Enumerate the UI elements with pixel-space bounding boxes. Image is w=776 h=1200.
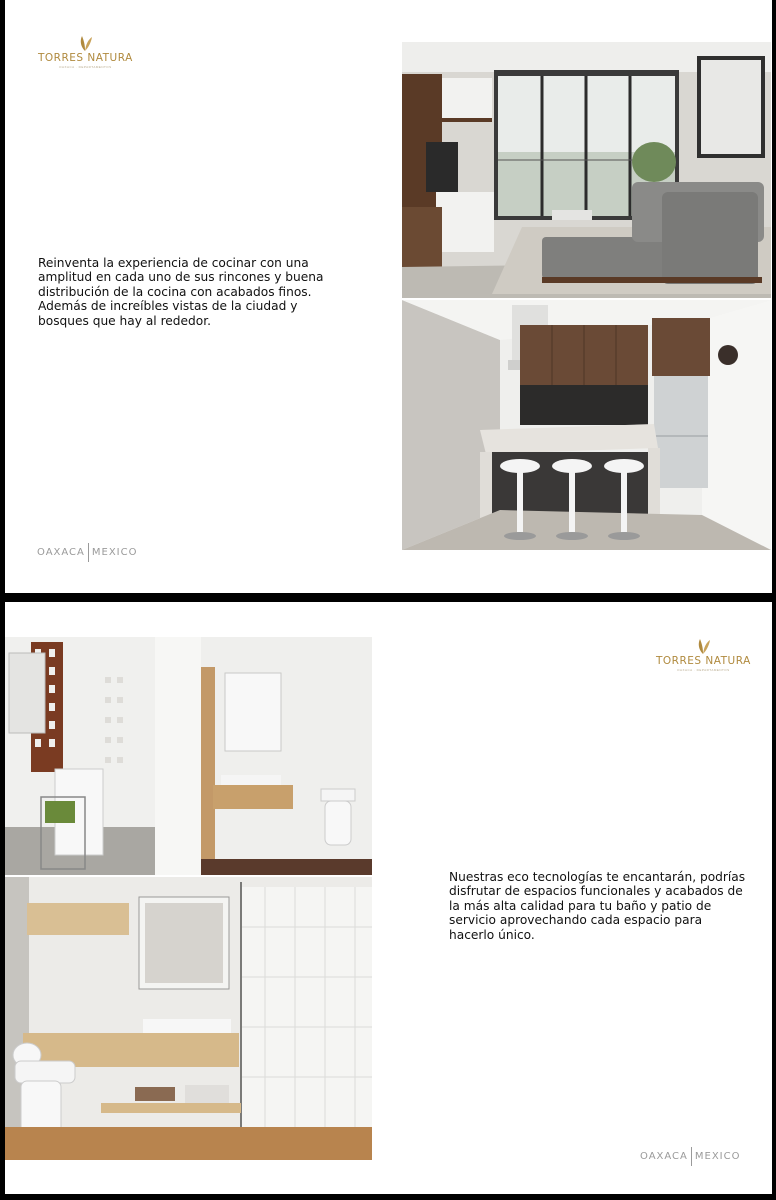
location-city: OAXACA [37, 547, 85, 558]
paragraph-line: disfrutar de espacios funcionales y acabados de [449, 884, 743, 899]
location-country: MEXICO [91, 547, 138, 558]
brand-logo [38, 34, 133, 69]
brochure-page-living-kitchen [5, 0, 772, 593]
kitchen-photo [402, 300, 771, 550]
brochure-page-bathroom-service [5, 602, 772, 1194]
location-divider [691, 1147, 692, 1166]
brand-name: TORRES NATURA [38, 52, 133, 64]
brand-name: TORRES NATURA [656, 655, 751, 667]
brand-logo [656, 637, 751, 672]
leaf-logo-icon [694, 637, 712, 655]
small-bathroom-photo [201, 637, 372, 875]
location-city: OAXACA [640, 1151, 688, 1162]
paragraph-line: la más alta calidad para tu baño y patio de [449, 898, 712, 913]
paragraph-line: hacerlo único. [449, 927, 535, 942]
paragraph-line: Nuestras eco tecnologías te encantarán, podrías [449, 870, 746, 884]
location-divider [88, 543, 89, 562]
paragraph-line: Además de increíbles vistas de la ciudad y [38, 299, 298, 314]
paragraph-line: servicio aprovechando cada espacio para [449, 913, 703, 928]
leaf-logo-icon [76, 34, 94, 52]
location-footer [37, 543, 137, 562]
paragraph-line: distribución de la cocina con acabados finos. [38, 284, 312, 299]
paragraph-line: bosques que hay al rededor. [38, 313, 211, 328]
paragraph-line: Reinventa la experiencia de cocinar con una [38, 256, 309, 270]
service-patio-photo [5, 637, 201, 875]
page2-paragraph [449, 870, 745, 942]
brand-tagline: OAXACA · DEPARTAMENTOS [59, 65, 112, 69]
paragraph-line: amplitud en cada uno de sus rincones y buena [38, 270, 324, 285]
living-room-photo [402, 42, 771, 298]
location-country: MEXICO [694, 1151, 741, 1162]
location-footer [640, 1147, 740, 1166]
main-bathroom-photo [5, 877, 372, 1160]
page1-paragraph [38, 256, 323, 328]
brand-tagline: OAXACA · DEPARTAMENTOS [677, 668, 730, 672]
